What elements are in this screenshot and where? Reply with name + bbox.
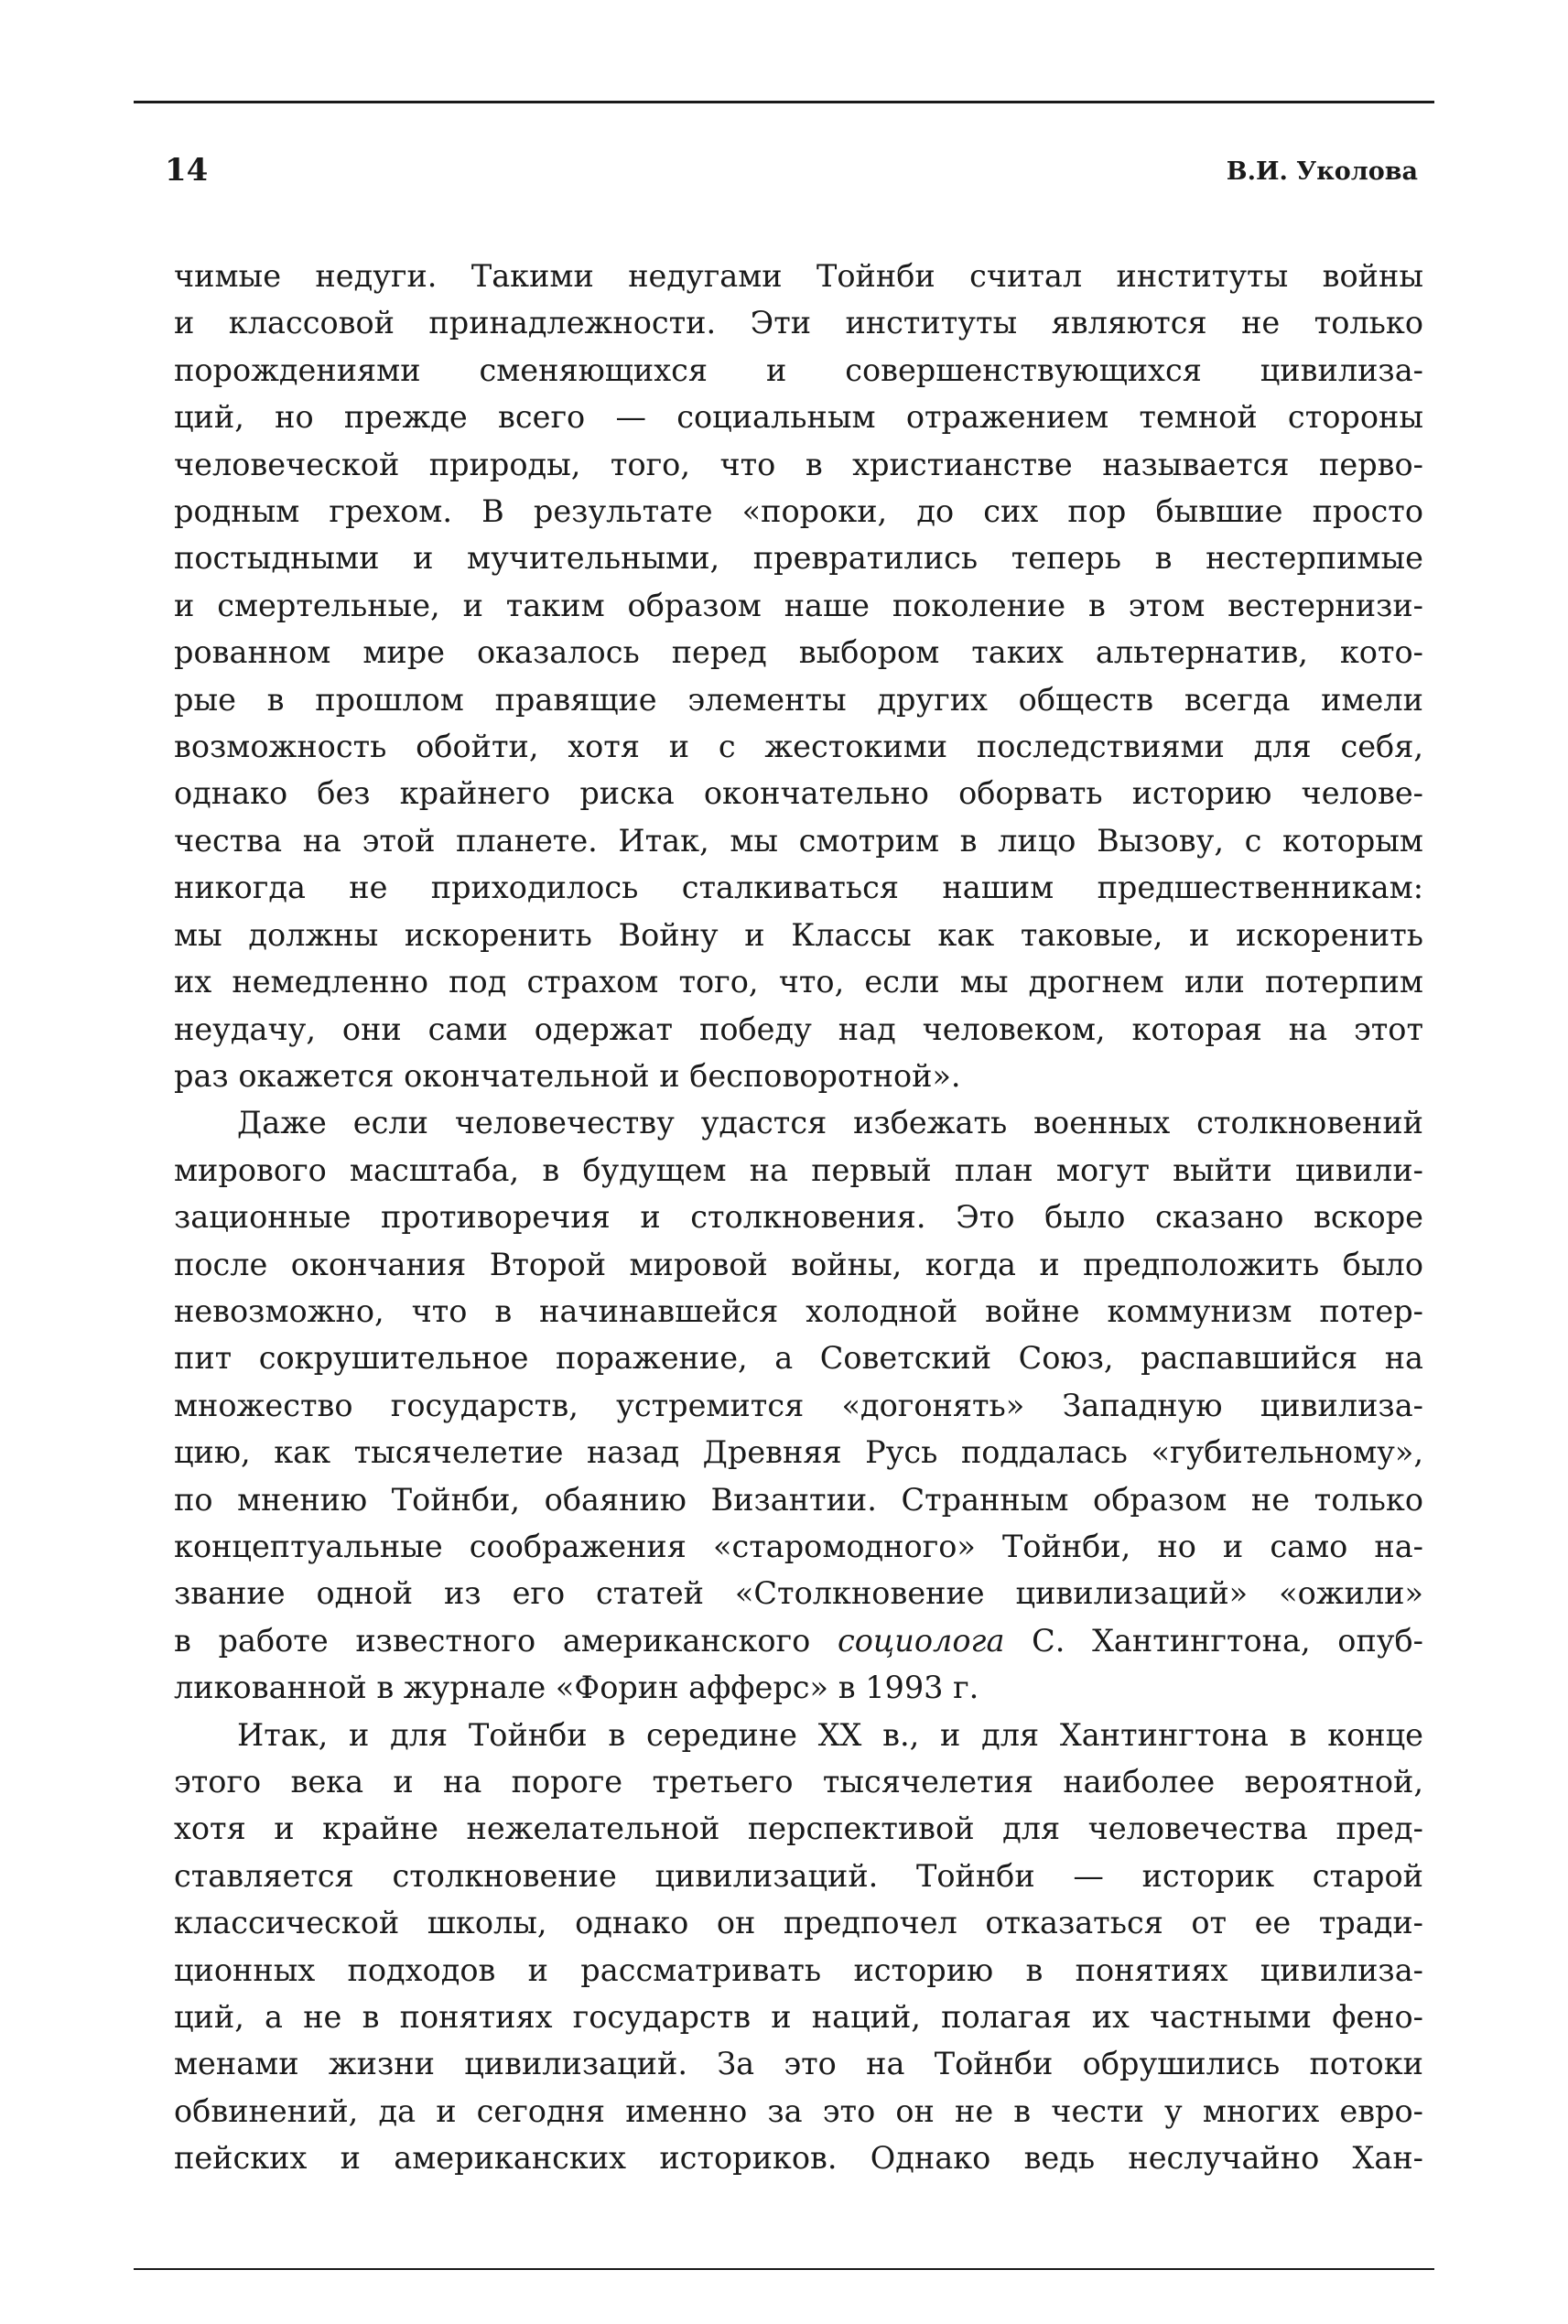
text-line: однако без крайнего риска окончательно оборвать историю челове-	[174, 775, 1423, 812]
running-head	[165, 145, 1418, 200]
text-line: рые в прошлом правящие элементы других обществ всегда имели	[174, 681, 1423, 718]
text-line: раз окажется окончательной и бесповоротной».	[174, 1057, 961, 1094]
text-line: множество государств, устремится «догонять» Западную цивилиза-	[174, 1387, 1423, 1423]
text-line: ставляется столкновение цивилизаций. Тойнби — историк старой	[174, 1857, 1423, 1894]
text-line: обвинений, да и сегодня именно за это он не в чести у многих евро-	[174, 2092, 1423, 2129]
text-line: звание одной из его статей «Столкновение цивилизаций» «ожили»	[174, 1575, 1423, 1612]
text-line: пейских и американских историков. Однако ведь неслучайно Хан-	[174, 2140, 1423, 2177]
text-line: постыдными и мучительными, превратились теперь в нестерпимые	[174, 540, 1423, 577]
text-line: классической школы, однако он предпочел отказаться от ее тради-	[174, 1905, 1423, 1941]
text-line: зационные противоречия и столкновения. Это было сказано вскоре	[174, 1199, 1423, 1236]
text-line: цию, как тысячелетие назад Древняя Русь поддалась «губительному»,	[174, 1434, 1423, 1471]
text-line: Итак, и для Тойнби в середине XX в., и для Хантингтона в конце	[237, 1716, 1423, 1753]
text-line	[174, 1617, 1423, 1664]
text-line: чества на этой планете. Итак, мы смотрим в лицо Вызову, с которым	[174, 822, 1423, 859]
text-line: после окончания Второй мировой войны, когда и предположить было	[174, 1246, 1423, 1282]
running-title: В.И. Уколова	[1226, 157, 1418, 186]
text-line: хотя и крайне нежелательной перспективой для человечества пред-	[174, 1811, 1423, 1847]
text-line: концептуальные соображения «старомодного» Тойнби, но и само на-	[174, 1528, 1423, 1564]
text-line: ционных подходов и рассматривать историю в понятиях цивилиза-	[174, 1951, 1423, 1988]
text-line: ций, а не в понятиях государств и наций, полагая их частными фено-	[174, 1999, 1423, 2036]
text-line: этого века и на пороге третьего тысячелетия наиболее вероятной,	[174, 1764, 1423, 1800]
text-line: никогда не приходилось сталкиваться нашим предшественникам:	[174, 870, 1423, 906]
header-rule	[134, 101, 1434, 103]
text-line: и классовой принадлежности. Эти институты являются не только	[174, 305, 1423, 341]
footer-rule	[134, 2268, 1434, 2270]
text-line: возможность обойти, хотя и с жестокими последствиями для себя,	[174, 729, 1423, 765]
text-line: менами жизни цивилизаций. За это на Тойнби обрушились потоки	[174, 2046, 1423, 2082]
text-line: по мнению Тойнби, обаянию Византии. Странным образом не только	[174, 1481, 1423, 1518]
text-line: мирового масштаба, в будущем на первый план могут выйти цивили-	[174, 1151, 1423, 1188]
page-number: 14	[165, 152, 209, 189]
text-line: родным грехом. В результате «пороки, до сих пор бывшие просто	[174, 493, 1423, 530]
text-span: в работе известного американского	[174, 1622, 838, 1659]
text-line: порождениями сменяющихся и совершенствующихся цивилиза-	[174, 351, 1423, 388]
text-line: рованном мире оказалось перед выбором таких альтернатив, кото-	[174, 634, 1423, 671]
text-line: невозможно, что в начинавшейся холодной войне коммунизм потер-	[174, 1292, 1423, 1329]
text-span: С. Хантингтона, опуб-	[1004, 1622, 1423, 1659]
text-line: ций, но прежде всего — социальным отражением темной стороны	[174, 399, 1423, 436]
text-line: чимые недуги. Такими недугами Тойнби считал институты войны	[174, 258, 1423, 294]
text-line: ликованной в журнале «Форин афферс» в 1993 г.	[174, 1670, 979, 1706]
text-line: пит сокрушительное поражение, а Советский Союз, распавшийся на	[174, 1340, 1423, 1377]
text-body	[174, 253, 1423, 2182]
text-line: мы должны искоренить Войну и Классы как таковые, и искоренить	[174, 916, 1423, 953]
text-line: Даже если человечеству удастся избежать военных столкновений	[237, 1105, 1423, 1141]
text-line: неудачу, они сами одержат победу над человеком, которая на этот	[174, 1011, 1423, 1047]
text-line: человеческой природы, того, что в христианстве называется перво-	[174, 446, 1423, 482]
text-line: и смертельные, и таким образом наше поколение в этом вестернизи-	[174, 587, 1423, 623]
text-line: их немедленно под страхом того, что, если мы дрогнем или потерпим	[174, 964, 1423, 1000]
italic-term: социолога	[837, 1622, 1005, 1659]
